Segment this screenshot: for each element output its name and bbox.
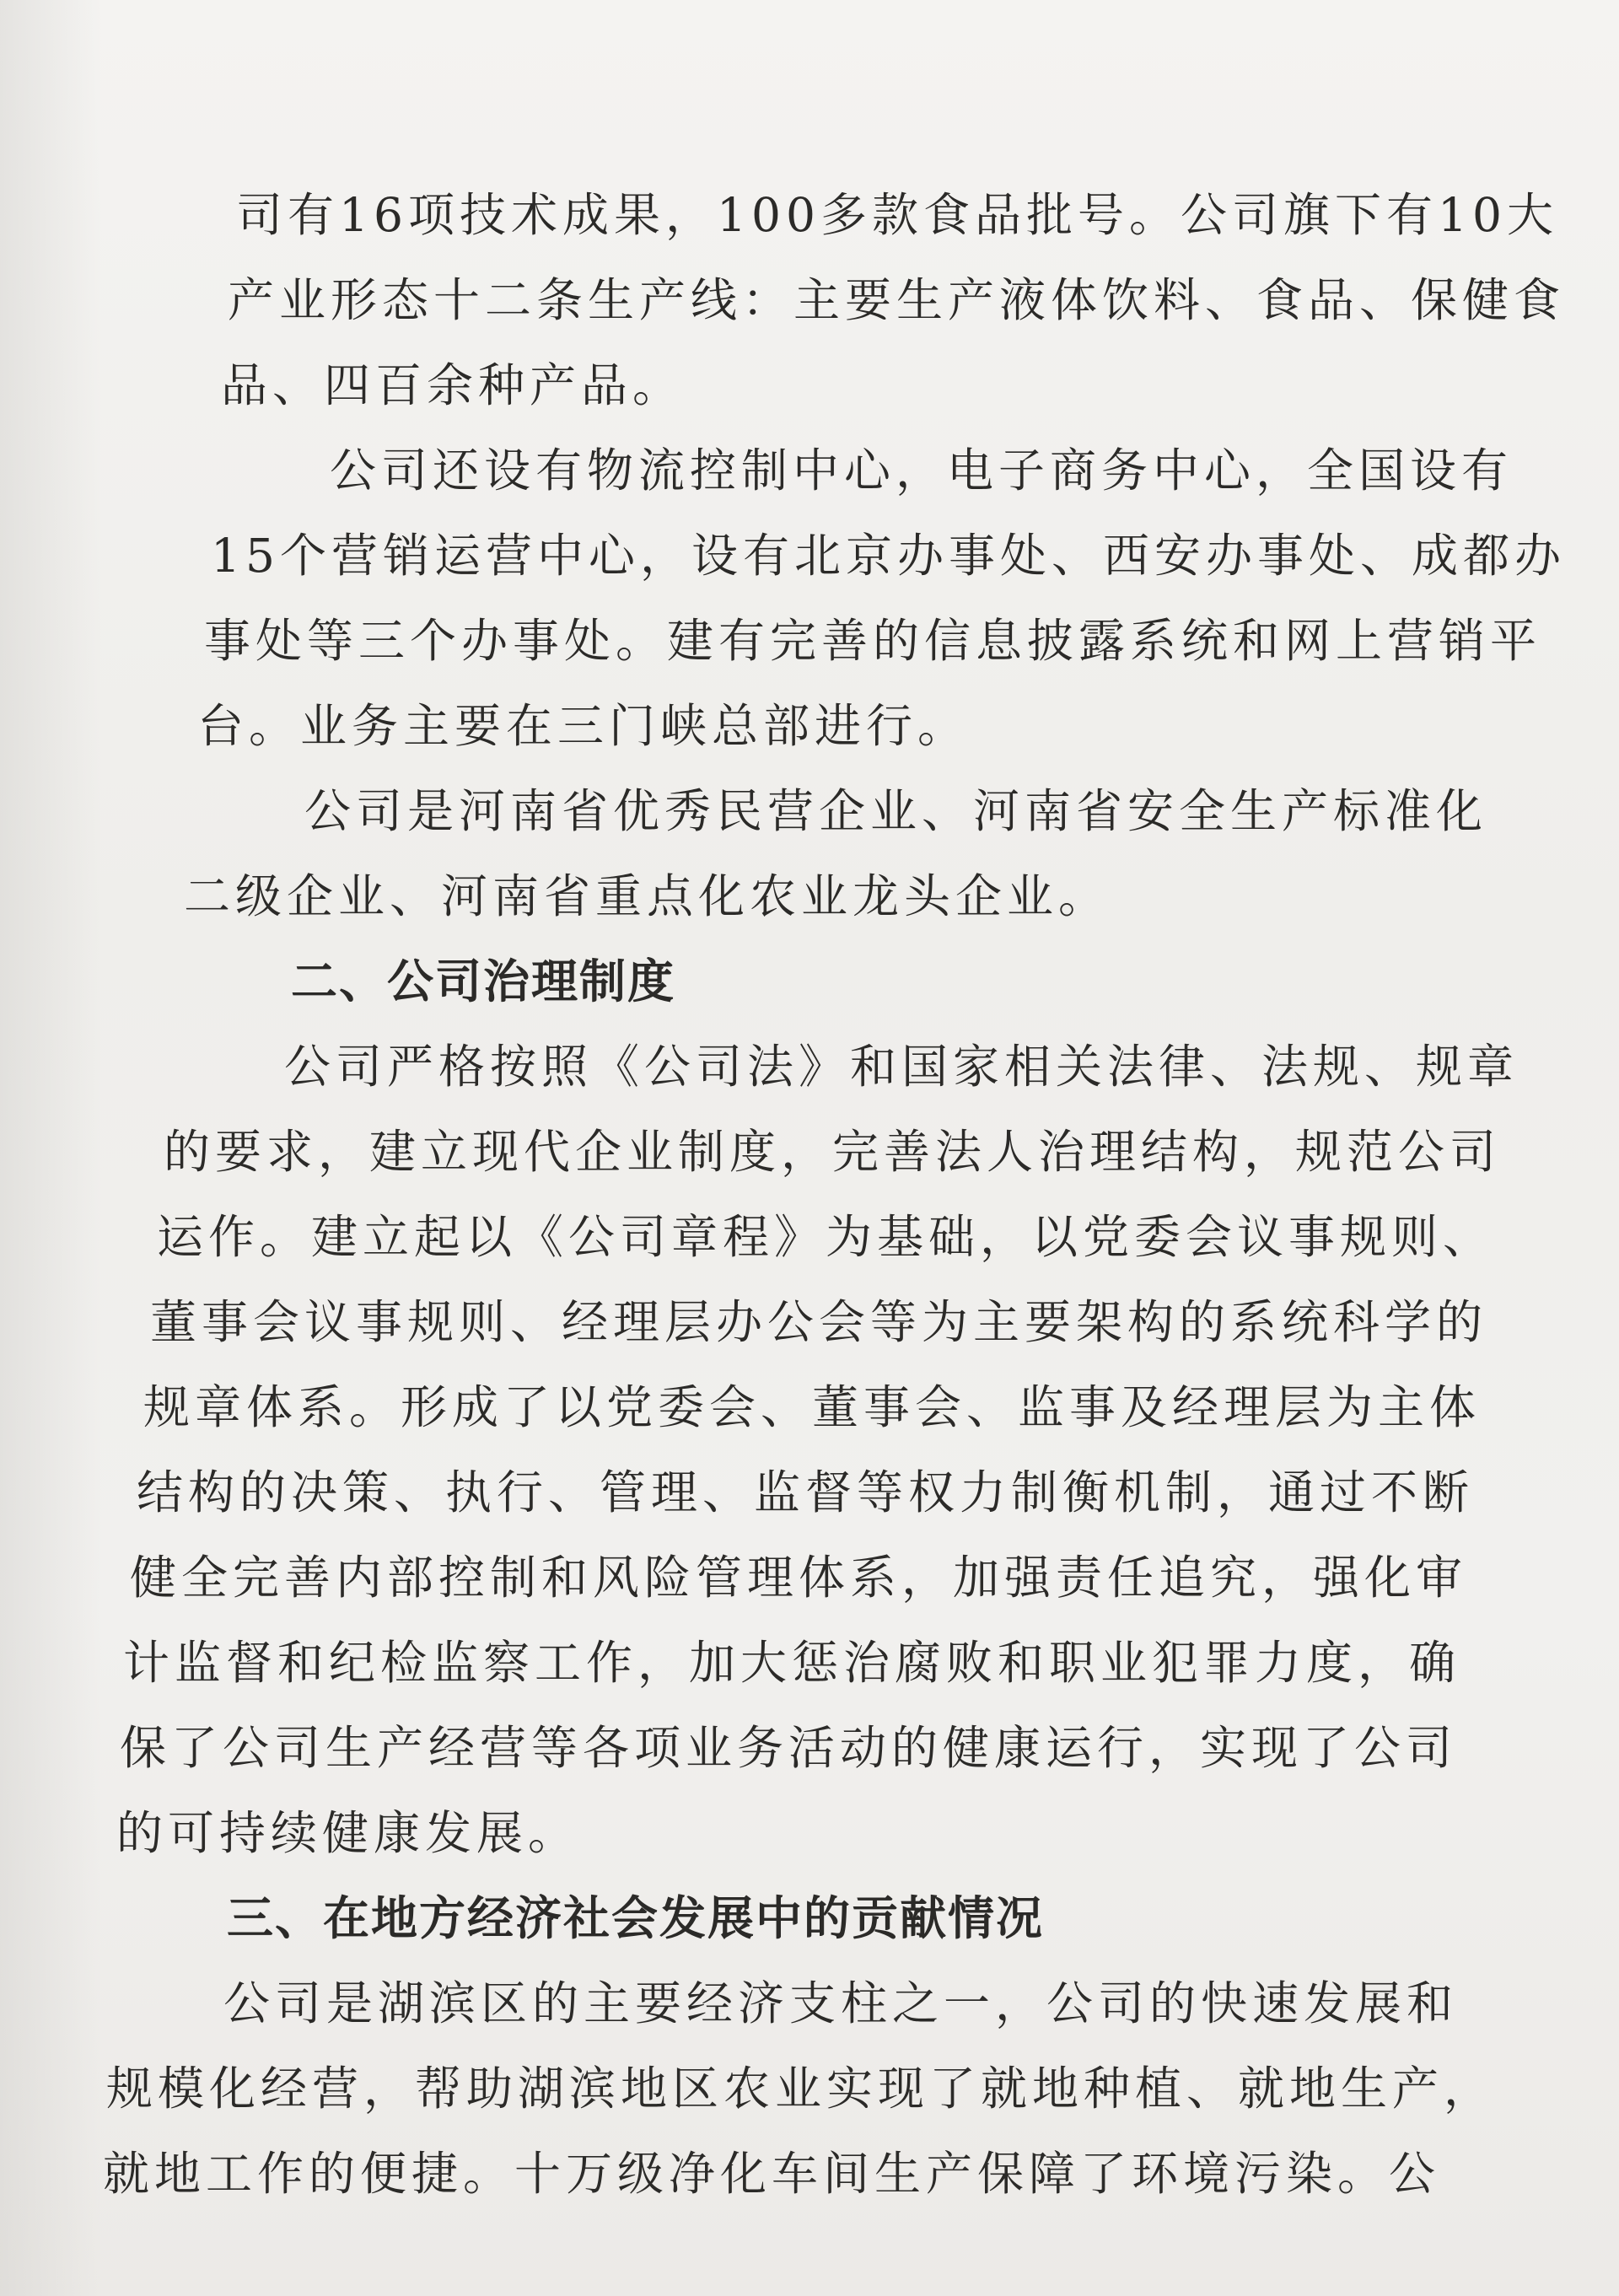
text-line: 公司严格按照《公司法》和国家相关法律、法规、规章 — [284, 1040, 1519, 1094]
text-line: 运作。建立起以《公司章程》为基础，以党委会议事规则、 — [157, 1210, 1495, 1264]
text-line: 台。业务主要在三门峡总部进行。 — [197, 699, 970, 753]
text-line: 公司是河南省优秀民营企业、河南省安全生产标准化 — [304, 784, 1488, 838]
text-line: 的要求，建立现代企业制度，完善法人治理结构，规范公司 — [164, 1125, 1502, 1179]
text-line: 健全完善内部控制和风险管理体系，加强责任追究，强化审 — [130, 1551, 1468, 1605]
text-line: 事处等三个办事处。建有完善的信息披露系统和网上营销平 — [204, 614, 1542, 668]
paragraph-2 — [169, 428, 1566, 769]
section-heading-2: 二、公司治理制度 — [291, 954, 676, 1008]
paragraph-5 — [103, 1961, 1496, 2217]
text-line: 规章体系。形成了以党委会、董事会、监事及经理层为主体 — [143, 1380, 1482, 1434]
text-line: 的可持续健康发展。 — [116, 1806, 580, 1860]
document-body — [103, 173, 1566, 2217]
page-shadow — [0, 0, 101, 2296]
text-line: 品、四百余种产品。 — [221, 358, 685, 412]
text-line: 二级企业、河南省重点化农业龙头企业。 — [184, 869, 1111, 923]
section-heading-3: 三、在地方经济社会发展中的贡献情况 — [227, 1891, 1045, 1945]
text-line: 司有16项技术成果，100多款食品批号。公司旗下有10大 — [236, 188, 1558, 242]
text-line: 公司还设有物流控制中心，电子商务中心，全国设有 — [330, 444, 1514, 497]
text-line: 结构的决策、执行、管理、监督等权力制衡机制，通过不断 — [137, 1465, 1475, 1519]
text-line: 计监督和纪检监察工作，加大惩治腐败和职业犯罪力度，确 — [123, 1636, 1461, 1690]
text-line: 产业形态十二条生产线：主要生产液体饮料、食品、保健食 — [228, 273, 1566, 327]
paragraph-3 — [169, 769, 1488, 939]
text-line: 董事会议事规则、经理层办公会等为主要架构的系统科学的 — [150, 1295, 1488, 1349]
text-line: 公司是湖滨区的主要经济支柱之一，公司的快速发展和 — [223, 1976, 1459, 2030]
text-line: 保了公司生产经营等各项业务活动的健康运行，实现了公司 — [120, 1721, 1458, 1775]
paragraph-1 — [169, 173, 1566, 428]
paragraph-4 — [116, 1024, 1519, 1876]
text-line: 就地工作的便捷。十万级净化车间生产保障了环境污染。公 — [103, 2147, 1441, 2201]
text-line: 15个营销运营中心，设有北京办事处、西安办事处、成都办 — [211, 529, 1566, 583]
text-line: 规模化经营，帮助湖滨地区农业实现了就地种植、就地生产， — [106, 2062, 1496, 2116]
